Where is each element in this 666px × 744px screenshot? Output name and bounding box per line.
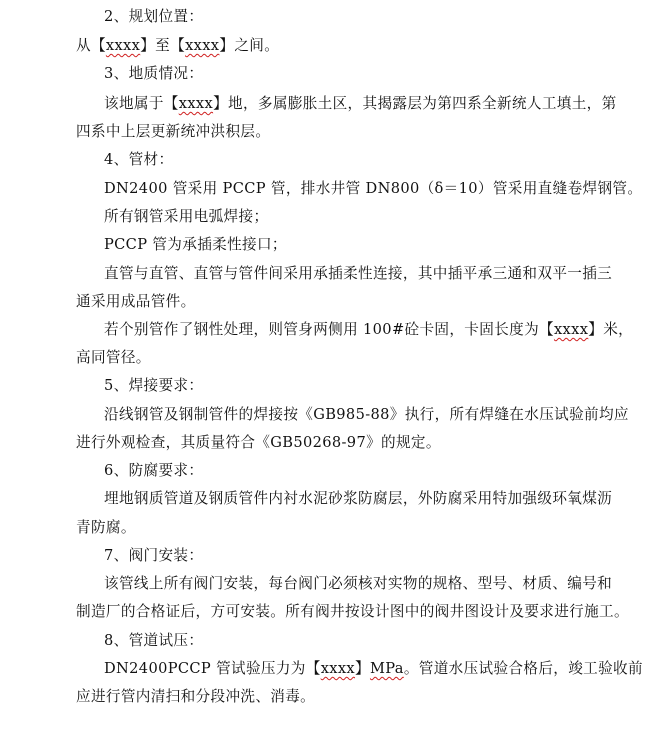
pressure-test-paragraph-line1: DN2400PCCP 管试验压力为【xxxx】MPa。管道水压试验合格后，竣工验收前 — [104, 660, 643, 677]
anticorrosion-paragraph-line1: 埋地钢质管道及钢质管件内衬水泥砂浆防腐层，外防腐采用特加强级环氧煤沥 — [104, 490, 613, 507]
welding-paragraph-line2: 进行外观检查，其质量符合《GB50268-97》的规定。 — [76, 434, 441, 451]
welding-paragraph-line1: 沿线钢管及钢制管件的焊接按《GB985-88》执行，所有焊缝在水压试验前均应 — [104, 406, 629, 423]
section-heading-anticorrosion: 6、防腐要求： — [104, 462, 204, 479]
section-heading-valve-installation: 7、阀门安装： — [104, 547, 204, 564]
valve-paragraph-line2: 制造厂的合格证后，方可安装。所有阀井按设计图中的阀井图设计及要求进行施工。 — [76, 603, 629, 620]
placeholder-from: xxxx — [105, 37, 141, 54]
section-heading-geology: 3、地质情况： — [104, 65, 204, 82]
section-heading-pipe-material: 4、管材： — [104, 151, 174, 168]
pipe-material-paragraph-5-line2: 高同管径。 — [76, 349, 151, 366]
pipe-material-paragraph-1: DN2400 管采用 PCCP 管，排水井管 DN800（δ＝10）管采用直缝卷焊钢管。 — [104, 180, 643, 197]
placeholder-to: xxxx — [185, 37, 220, 54]
geology-paragraph-line1: 该地属于【xxxx】地，多属膨胀土区，其揭露层为第四系全新统人工填土，第 — [104, 95, 617, 112]
location-paragraph: 从【xxxx】至【xxxx】之间。 — [76, 37, 280, 54]
pressure-test-paragraph-line2: 应进行管内清扫和分段冲洗、消毒。 — [76, 688, 316, 705]
section-heading-welding: 5、焊接要求： — [104, 377, 204, 394]
pipe-material-paragraph-4-line2: 通采用成品管件。 — [76, 293, 196, 310]
geology-paragraph-line2: 四系中上层更新统冲洪积层。 — [76, 123, 271, 140]
pipe-material-paragraph-5-line1: 若个别管作了钢性处理，则管身两侧用 100#砼卡固，卡固长度为【xxxx】米， — [104, 321, 634, 338]
pipe-material-paragraph-2: 所有钢管采用电弧焊接； — [104, 208, 269, 225]
valve-paragraph-line1: 该管线上所有阀门安装，每台阀门必须核对实物的规格、型号、材质、编号和 — [104, 575, 613, 592]
anticorrosion-paragraph-line2: 青防腐。 — [76, 519, 136, 536]
section-heading-pressure-test: 8、管道试压： — [104, 632, 204, 649]
placeholder-region: xxxx — [178, 95, 214, 112]
pressure-unit: MPa — [369, 660, 404, 677]
section-heading-location: 2、规划位置： — [104, 8, 204, 25]
placeholder-pressure: xxxx — [320, 660, 356, 677]
pipe-material-paragraph-4-line1: 直管与直管、直管与管件间采用承插柔性连接，其中插平承三通和双平一插三 — [104, 265, 613, 282]
pipe-material-paragraph-3: PCCP 管为承插柔性接口； — [104, 236, 287, 253]
placeholder-length: xxxx — [553, 321, 589, 338]
